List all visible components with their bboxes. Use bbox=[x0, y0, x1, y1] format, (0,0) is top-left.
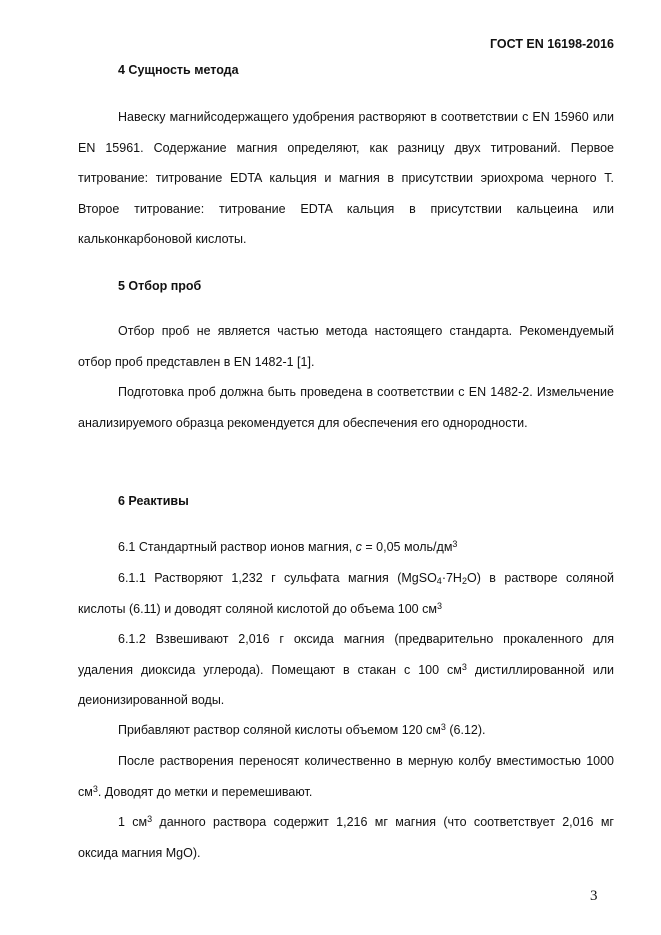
section-4-heading: 4 Сущность метода bbox=[118, 63, 239, 77]
paragraph-transfer: После растворения переносят количественно в мерную колбу вместимостью 1000 $см^3$. Доводят до метки и перемешивают. bbox=[78, 754, 614, 799]
section-6-heading: 6 Реактивы bbox=[118, 494, 189, 508]
section-5-paragraph-1: Отбор проб не является частью метода настоящего стандарта. Рекомендуемый отбор проб представлен в EN 1482-1 [1]. bbox=[78, 324, 614, 369]
section-5-heading: 5 Отбор проб bbox=[118, 279, 202, 293]
standard-code: ГОСТ EN 16198-2016 bbox=[489, 37, 614, 51]
paragraph-contains: 1 $см^3$ данного раствора содержит 1,216 мг магния (что соответствует 2,016 мг оксида магния MgO). bbox=[78, 814, 614, 860]
item-6-1-2: 6.1.2 Взвешивают 2,016 г оксида магния (предварительно прокаленного для удаления диоксида углерода). Помещают в стакан с 100 $см^3$ дистиллированной или деионизированной воды. bbox=[78, 632, 615, 708]
section-4-paragraph: Навеску магнийсодержащего удобрения растворяют в соответствии с EN 15960 или EN 15961. Содержание магния определяют, как разницу двух титрований. Первое титрование: титрование EDTA кальция и магния в присутствии эриохрома черного Т. Второе титрование: титрование EDTA кальция в присутствии кальцеина или кальконкарбоновой кислоты. bbox=[78, 110, 614, 247]
page-number: 3 bbox=[590, 888, 598, 904]
item-6-1: 6.1 Стандартный раствор ионов магния, c = 0,05 моль/$дм^3$ bbox=[118, 539, 458, 554]
section-5-paragraph-2: Подготовка проб должна быть проведена в соответствии с EN 1482-2. Измельчение анализируемого образца рекомендуется для обеспечения его однородности. bbox=[78, 385, 614, 430]
paragraph-hcl: Прибавляют раствор соляной кислоты объемом 120 $см^3$ (6.12). bbox=[118, 722, 486, 737]
item-6-1-1: 6.1.1 Растворяют 1,232 г сульфата магния $(MgSO_4\cdot 7H_2O)$ в растворе соляной кислоты (6.11) и доводят соляной кислотой до объема 100 $см^3$ bbox=[78, 571, 614, 616]
